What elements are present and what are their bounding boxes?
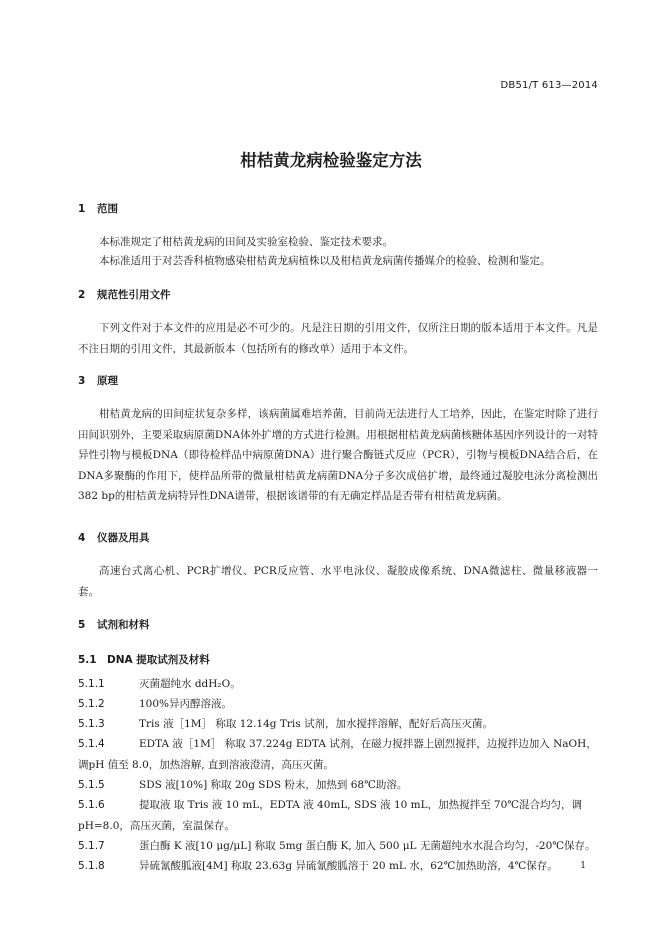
section-heading-1 [78, 201, 118, 216]
item-text: 蛋白酶 K 液[10 μg/μL] 称取 5mg 蛋白酶 K, 加入 500 μL 无菌超纯水水混合均匀，-20℃保存。 [139, 840, 596, 852]
section-title: 原理 [97, 375, 118, 387]
list-item [78, 795, 598, 836]
item-number: 5.1.2 [78, 698, 105, 710]
section-heading-5 [78, 617, 150, 632]
section-number: 4 [78, 532, 86, 544]
item-number: 5.1.4 [78, 738, 105, 750]
item-number: 5.1.5 [78, 779, 105, 791]
item-number: 5.1.3 [78, 718, 105, 730]
item-text: 灭菌超纯水 ddH₂O。 [139, 678, 241, 690]
section-number: 5 [78, 619, 86, 631]
section-number: 2 [78, 289, 86, 301]
list-item [78, 714, 598, 735]
section-number: 3 [78, 375, 86, 387]
section-title: DNA 提取试剂及材料 [107, 654, 210, 666]
paragraph: 下列文件对于本文件的应用是必不可少的。凡是注日期的引用文件，仅所注日期的版本适用于本文件。凡是不注日期的引用文件，其最新版本（包括所有的修改单）适用于本文件。 [78, 322, 598, 355]
item-number: 5.1.6 [78, 799, 105, 811]
list-item [78, 856, 598, 877]
item-text: Tris 液［1M］ 称取 12.14g Tris 试剂，加水搅拌溶解，配好后高压灭菌。 [139, 718, 493, 730]
standard-code: DB51/T 613—2014 [500, 80, 598, 91]
section-heading-2 [78, 287, 171, 302]
item-text: 提取液 取 Tris 液 10 mL，EDTA 液 40mL, SDS 液 10 mL，加热搅拌至 70℃混合均匀，调 pH=8.0，高压灭菌，室温保存。 [78, 799, 583, 832]
list-item [78, 775, 598, 796]
page-number: 1 [580, 861, 586, 871]
item-text: SDS 液[10%] 称取 20g SDS 粉末，加热到 68℃助溶。 [139, 779, 408, 791]
section-heading-4 [78, 530, 150, 545]
subsection-heading-5-1 [78, 652, 210, 667]
paragraph: 柑桔黄龙病的田间症状复杂多样，该病菌属难培养菌，目前尚无法进行人工培养，因此，在鉴定时除了进行田间识别外，主要采取病原菌DNA体外扩增的方式进行检测。用根据柑桔黄龙病菌核糖体基因序列设计的一对特异性引物与模板DNA（即待检样品中病原菌DNA）进行聚合酶链式反应（PCR），引物与模板DNA结合后，在DNA多聚酶的作用下，使样品所带的微量柑桔黄龙病菌DNA分子多次成倍扩增，最终通过凝胶电泳分离检测出 382 bp的柑桔黄龙病特异性DNA谱带，根据该谱带的有无确定样品是否带有柑桔黄龙病菌。 [78, 408, 598, 502]
section-title: 试剂和材料 [97, 619, 150, 631]
item-text: EDTA 液［1M］ 称取 37.224g EDTA 试剂，在磁力搅拌器上剧烈搅拌，边搅拌边加入 NaOH，调pH 值至 8.0，加热溶解, 直到溶液澄清，高压灭菌。 [78, 738, 597, 771]
section-title: 范围 [97, 203, 118, 215]
section-heading-3 [78, 373, 118, 388]
item-number: 5.1.7 [78, 840, 105, 852]
item-text: 异硫氰酸胍液[4M] 称取 23.63g 异硫氰酸胍溶于 20 mL 水，62℃加热助溶，4℃保存。 [139, 860, 558, 872]
paragraph: 本标准规定了柑桔黄龙病的田间及实验室检验、鉴定技术要求。 [99, 236, 393, 248]
list-item [78, 694, 598, 715]
list-item [78, 836, 598, 857]
document-title: 柑桔黄龙病检验鉴定方法 [240, 151, 422, 170]
item-number: 5.1.1 [78, 678, 105, 690]
section-number: 5.1 [78, 654, 97, 666]
section-number: 1 [78, 203, 86, 215]
paragraph: 高速台式离心机、PCR扩增仪、PCR反应管、水平电泳仪、凝胶成像系统、DNA微滤柱、微量移液器一套。 [78, 565, 598, 598]
item-number: 5.1.8 [78, 860, 105, 872]
list-item [78, 734, 598, 775]
paragraph: 本标准适用于对芸香科植物感染柑桔黄龙病植株以及柑桔黄龙病菌传播媒介的检验、检测和鉴定。 [99, 255, 551, 267]
list-item [78, 674, 598, 695]
item-text: 100%异丙醇溶液。 [139, 698, 233, 710]
section-title: 规范性引用文件 [97, 289, 171, 301]
section-title: 仪器及用具 [97, 532, 150, 544]
